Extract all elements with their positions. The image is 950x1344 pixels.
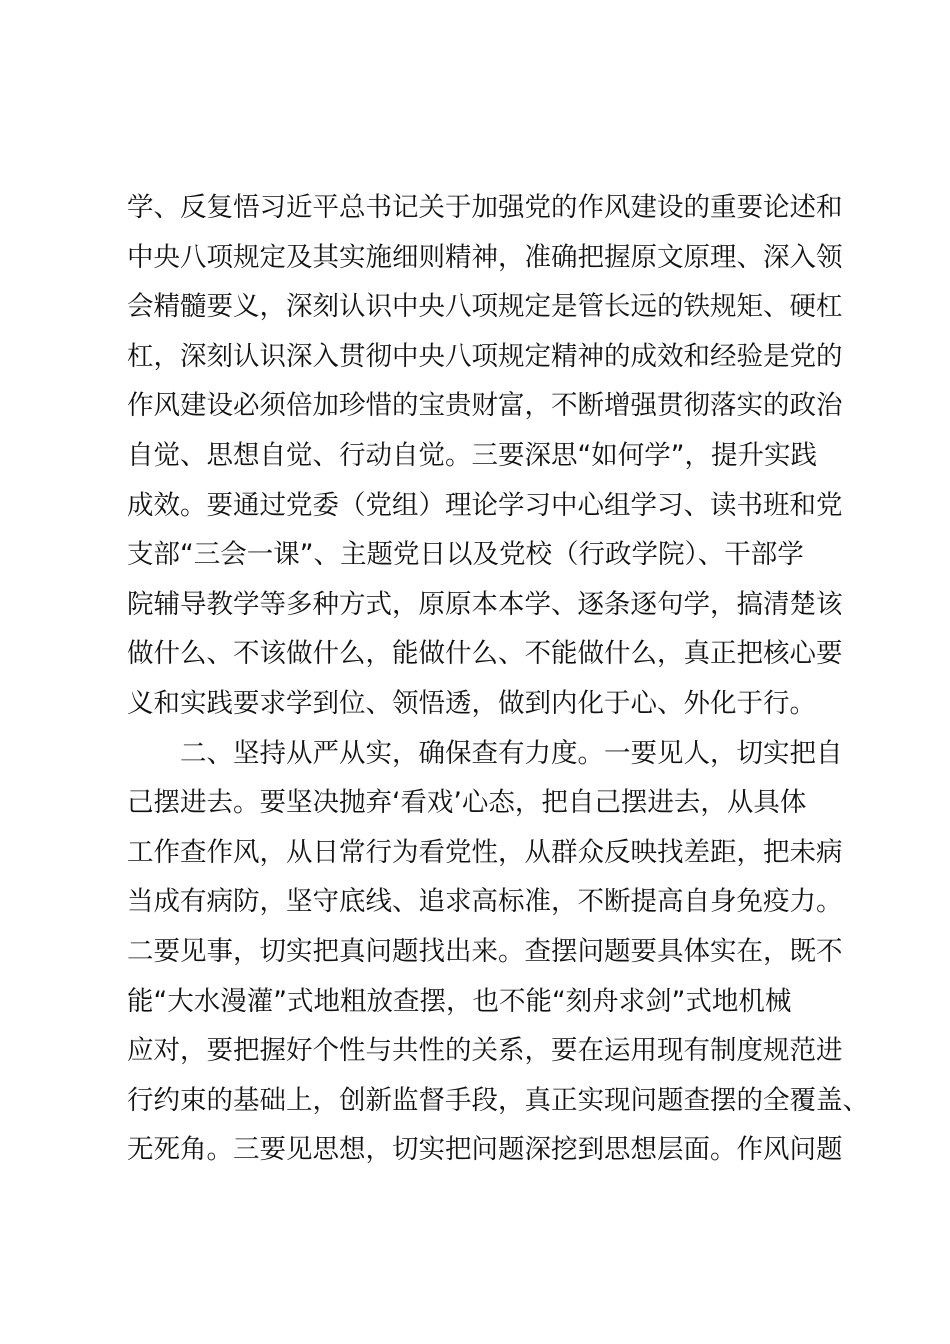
text-line: 二要见事，切实把真问题找出来。查摆问题要具体实在，既不 [127,935,843,967]
text-line: 能“大水漫灌”式地粗放查摆，也不能“刻舟求剑”式地机械 [127,985,792,1017]
text-line: 己摆进去。要坚决抛弃‘看戏’心态，把自己摆进去，从具体 [127,787,807,819]
text-line: 支部“三会一课”、主题党日以及党校（行政学院）、干部学 [127,539,804,571]
text-line: 义和实践要求学到位、领悟透，做到内化于心、外化于行。 [127,687,816,719]
text-line: 工作查作风，从日常行为看党性，从群众反映找差距，把未病 [127,836,843,868]
body-text [127,183,869,1175]
text-line: 中央八项规定及其实施细则精神，准确把握原文原理、深入领 [127,241,843,273]
text-line: 学、反复悟习近平总书记关于加强党的作风建设的重要论述和 [127,192,843,223]
text-line: 无死角。三要见思想，切实把问题深挖到思想层面。作风问题 [127,1134,843,1166]
text-line: 做什么、不该做什么，能做什么、不能做什么，真正把核心要 [127,638,843,670]
text-line: 当成有病防，坚守底线、追求高标准，不断提高自身免疫力。 [127,886,843,918]
text-line: 成效。要通过党委（党组）理论学习中心组学习、读书班和党 [127,489,843,521]
paragraph-start-line: 二、坚持从严从实，确保查有力度。一要见人，切实把自 [180,737,843,769]
text-line: 行约束的基础上，创新监督手段，真正实现问题查摆的全覆盖、 [127,1084,869,1116]
text-line: 作风建设必须倍加珍惜的宝贵财富，不断增强贯彻落实的政治 [127,390,843,422]
text-line: 会精髓要义，深刻认识中央八项规定是管长远的铁规矩、硬杠 [127,291,843,323]
text-line: 杠，深刻认识深入贯彻中央八项规定精神的成效和经验是党的 [127,340,843,372]
text-line: 院辅导教学等多种方式，原原本本学、逐条逐句学，搞清楚该 [127,588,843,620]
text-line: 应对，要把握好个性与共性的关系，要在运用现有制度规范进 [127,1035,843,1067]
text-line: 自觉、思想自觉、行动自觉。三要深思“如何学”，提升实践 [127,439,817,471]
